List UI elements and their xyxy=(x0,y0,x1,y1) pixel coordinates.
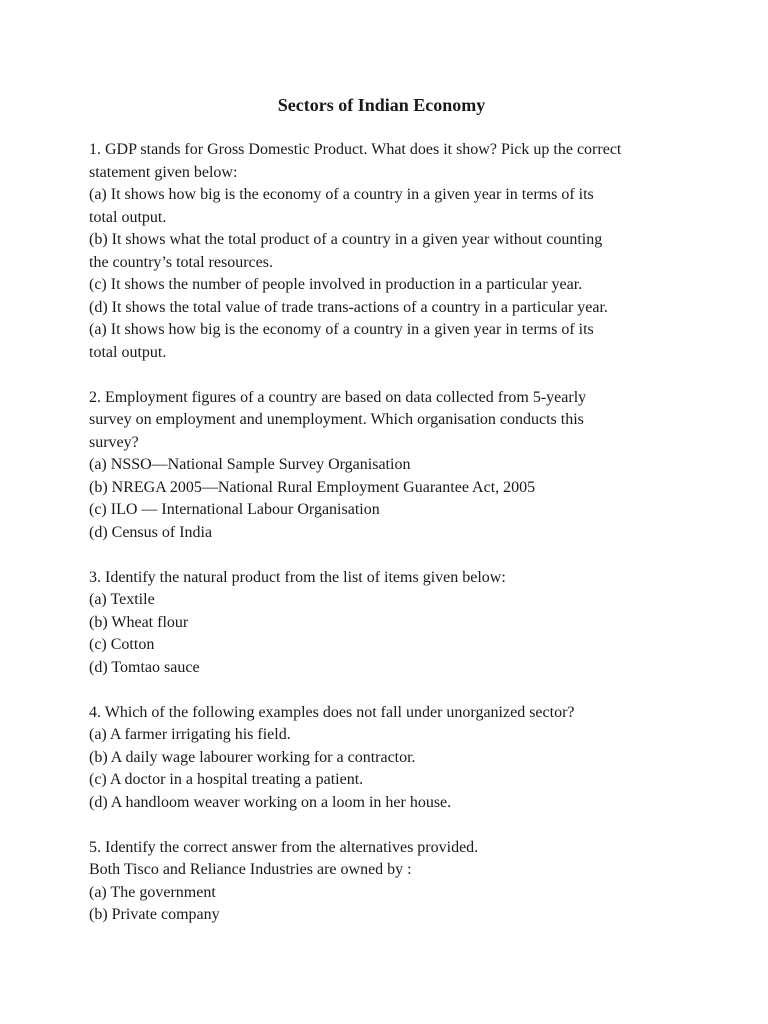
question-1-option-a: total output. xyxy=(89,208,167,226)
question-3-option-a: (a) Textile xyxy=(89,591,155,608)
question-1-option-b: the country’s total resources. xyxy=(89,253,273,271)
document-title: Sectors of Indian Economy xyxy=(277,95,486,115)
question-5-option-a: (a) The government xyxy=(89,883,216,901)
question-3-text: 3. Identify the natural product from the list of items given below: xyxy=(89,568,506,586)
question-2-text: survey? xyxy=(89,433,139,451)
question-5-text: 5. Identify the correct answer from the alternatives provided. xyxy=(89,838,479,856)
question-3 xyxy=(89,567,689,680)
question-4-option-d: (d) A handloom weaver working on a loom in her house. xyxy=(89,793,452,811)
question-1-option-a: (a) It shows how big is the economy of a country in a given year in terms of its xyxy=(89,186,594,203)
question-4-option-c: (c) A doctor in a hospital treating a patient. xyxy=(89,771,364,788)
question-1 xyxy=(89,139,689,364)
question-3-option-d: (d) Tomtao sauce xyxy=(89,658,200,676)
question-1-answer: total output. xyxy=(89,343,167,361)
question-2-option-b: (b) NREGA 2005—National Rural Employment Guarantee Act, 2005 xyxy=(89,478,536,496)
question-2-option-c: (c) ILO — International Labour Organisation xyxy=(89,501,380,518)
question-4-option-a: (a) A farmer irrigating his field. xyxy=(89,726,291,743)
question-2-option-a: (a) NSSO—National Sample Survey Organisation xyxy=(89,456,411,473)
question-2 xyxy=(89,387,689,545)
question-1-option-c: (c) It shows the number of people involved in production in a particular year. xyxy=(89,276,583,293)
question-1-answer: (a) It shows how big is the economy of a country in a given year in terms of its xyxy=(89,321,594,338)
question-4-text: 4. Which of the following examples does not fall under unorganized sector? xyxy=(89,703,575,721)
question-2-text: 2. Employment figures of a country are based on data collected from 5-yearly xyxy=(89,388,587,406)
question-5-option-b: (b) Private company xyxy=(89,906,220,923)
question-5 xyxy=(89,837,689,927)
question-3-option-b: (b) Wheat flour xyxy=(89,613,189,631)
question-5-text: Both Tisco and Reliance Industries are owned by : xyxy=(89,861,412,878)
question-2-option-d: (d) Census of India xyxy=(89,523,213,541)
question-4 xyxy=(89,702,689,815)
question-4-option-b: (b) A daily wage labourer working for a contractor. xyxy=(89,748,416,766)
question-1-option-d: (d) It shows the total value of trade trans-actions of a country in a particular year. xyxy=(89,298,608,316)
question-1-option-b: (b) It shows what the total product of a country in a given year without counting xyxy=(89,231,603,248)
question-2-text: survey on employment and unemployment. Which organisation conducts this xyxy=(89,411,584,428)
question-3-option-c: (c) Cotton xyxy=(89,636,155,653)
question-1-text: 1. GDP stands for Gross Domestic Product. What does it show? Pick up the correct xyxy=(89,141,622,158)
question-1-text: statement given below: xyxy=(89,163,238,181)
document-page xyxy=(89,91,689,949)
